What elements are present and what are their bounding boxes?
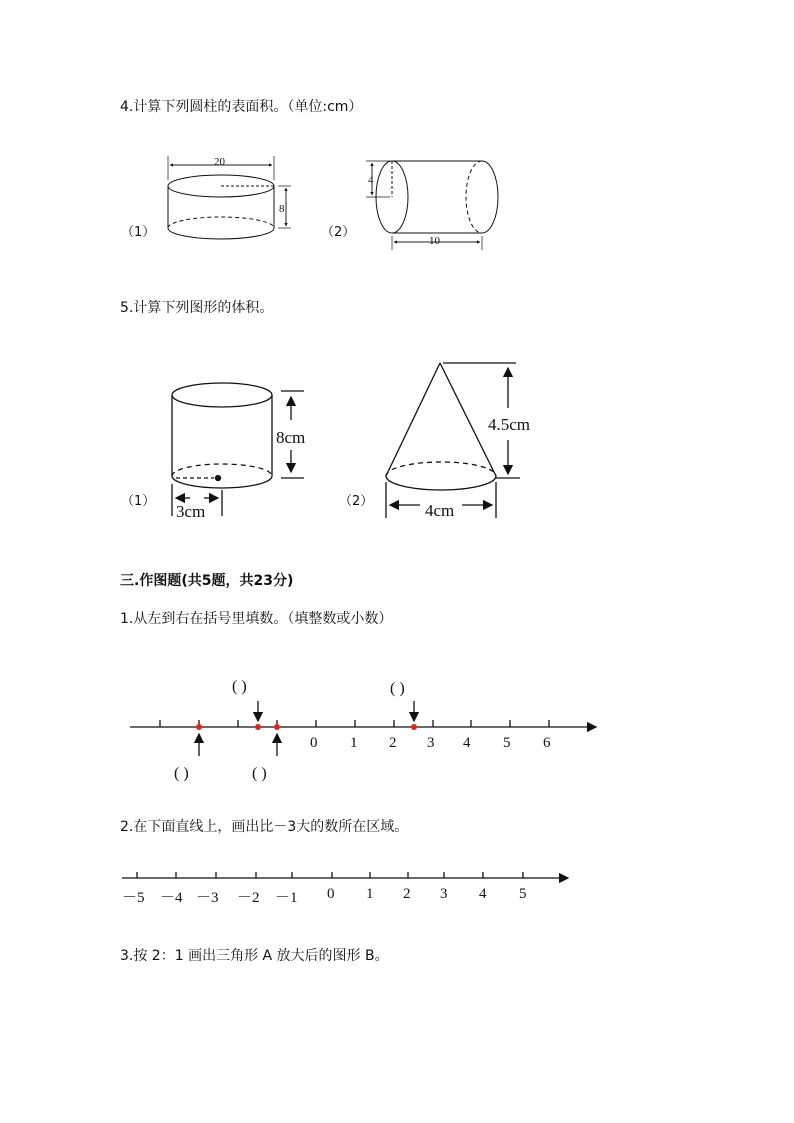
nl2-label-2: 2 xyxy=(403,886,411,902)
q4-fig1-cylinder xyxy=(168,156,291,239)
nl1-bracket-bottom-1[interactable]: ( ) xyxy=(174,765,189,782)
s3-q2-title: 2.在下面直线上，画出比－3大的数所在区域。 xyxy=(120,819,409,835)
q4-fig2-cylinder xyxy=(366,161,498,250)
nl1-label-4: 4 xyxy=(463,735,471,751)
nl1-point-4 xyxy=(411,724,417,730)
q4-fig1-label: （1） xyxy=(121,225,156,240)
nl2-label-5: 5 xyxy=(519,886,527,902)
q4-fig1-side-dim: 8 xyxy=(279,203,285,215)
q5-fig1-radius-dim: 3cm xyxy=(176,502,206,521)
section3-title: 三.作图题(共5题，共23分) xyxy=(120,573,294,589)
nl2-label-neg2: －2 xyxy=(237,890,260,906)
nl2-label-neg3: －3 xyxy=(196,890,219,906)
nl1-bracket-bottom-2[interactable]: ( ) xyxy=(252,765,267,782)
nl1-label-0: 0 xyxy=(310,735,318,751)
q5-fig2-label: （2） xyxy=(339,494,374,509)
q5-fig1-height-dim: 8cm xyxy=(276,428,306,447)
s3-q1-title: 1.从左到右在括号里填数。（填整数或小数） xyxy=(120,611,393,627)
nl2-label-neg5: －5 xyxy=(122,890,145,906)
q4-fig2-label: （2） xyxy=(321,225,356,240)
q5-fig2-height-dim: 4.5cm xyxy=(488,415,531,434)
nl1-point-3 xyxy=(274,724,280,730)
nl2-label-3: 3 xyxy=(440,886,448,902)
nl1-point-2 xyxy=(255,724,261,730)
nl1-bracket-top-1[interactable]: ( ) xyxy=(232,678,247,695)
nl1-point-1 xyxy=(196,724,202,730)
nl1-label-5: 5 xyxy=(503,735,511,751)
nl2-label-0: 0 xyxy=(327,886,335,902)
q5-title: 5.计算下列图形的体积。 xyxy=(120,300,274,316)
nl2-label-neg4: －4 xyxy=(160,890,183,906)
number-line-2 xyxy=(122,872,568,878)
q4-title: 4.计算下列圆柱的表面积。（单位:cm） xyxy=(120,99,363,115)
nl2-label-4: 4 xyxy=(479,886,487,902)
nl1-label-2: 2 xyxy=(389,735,397,751)
nl2-label-neg1: －1 xyxy=(275,890,298,906)
s3-q3-title: 3.按 2：1 画出三角形 A 放大后的图形 B。 xyxy=(120,948,389,964)
q4-fig1-top-dim: 20 xyxy=(214,156,225,168)
q5-fig1-label: （1） xyxy=(121,494,156,509)
nl1-bracket-top-2[interactable]: ( ) xyxy=(390,680,405,697)
q5-fig2-cone xyxy=(386,363,520,518)
q4-fig2-side-dim: 4 xyxy=(368,174,374,186)
nl2-label-1: 1 xyxy=(366,886,374,902)
q5-fig1-cylinder xyxy=(172,383,304,516)
nl1-label-6: 6 xyxy=(543,735,551,751)
q4-fig2-bottom-dim: 10 xyxy=(429,235,440,247)
nl1-label-1: 1 xyxy=(350,735,358,751)
q5-fig2-base-dim: 4cm xyxy=(425,501,455,520)
nl1-label-3: 3 xyxy=(427,735,435,751)
